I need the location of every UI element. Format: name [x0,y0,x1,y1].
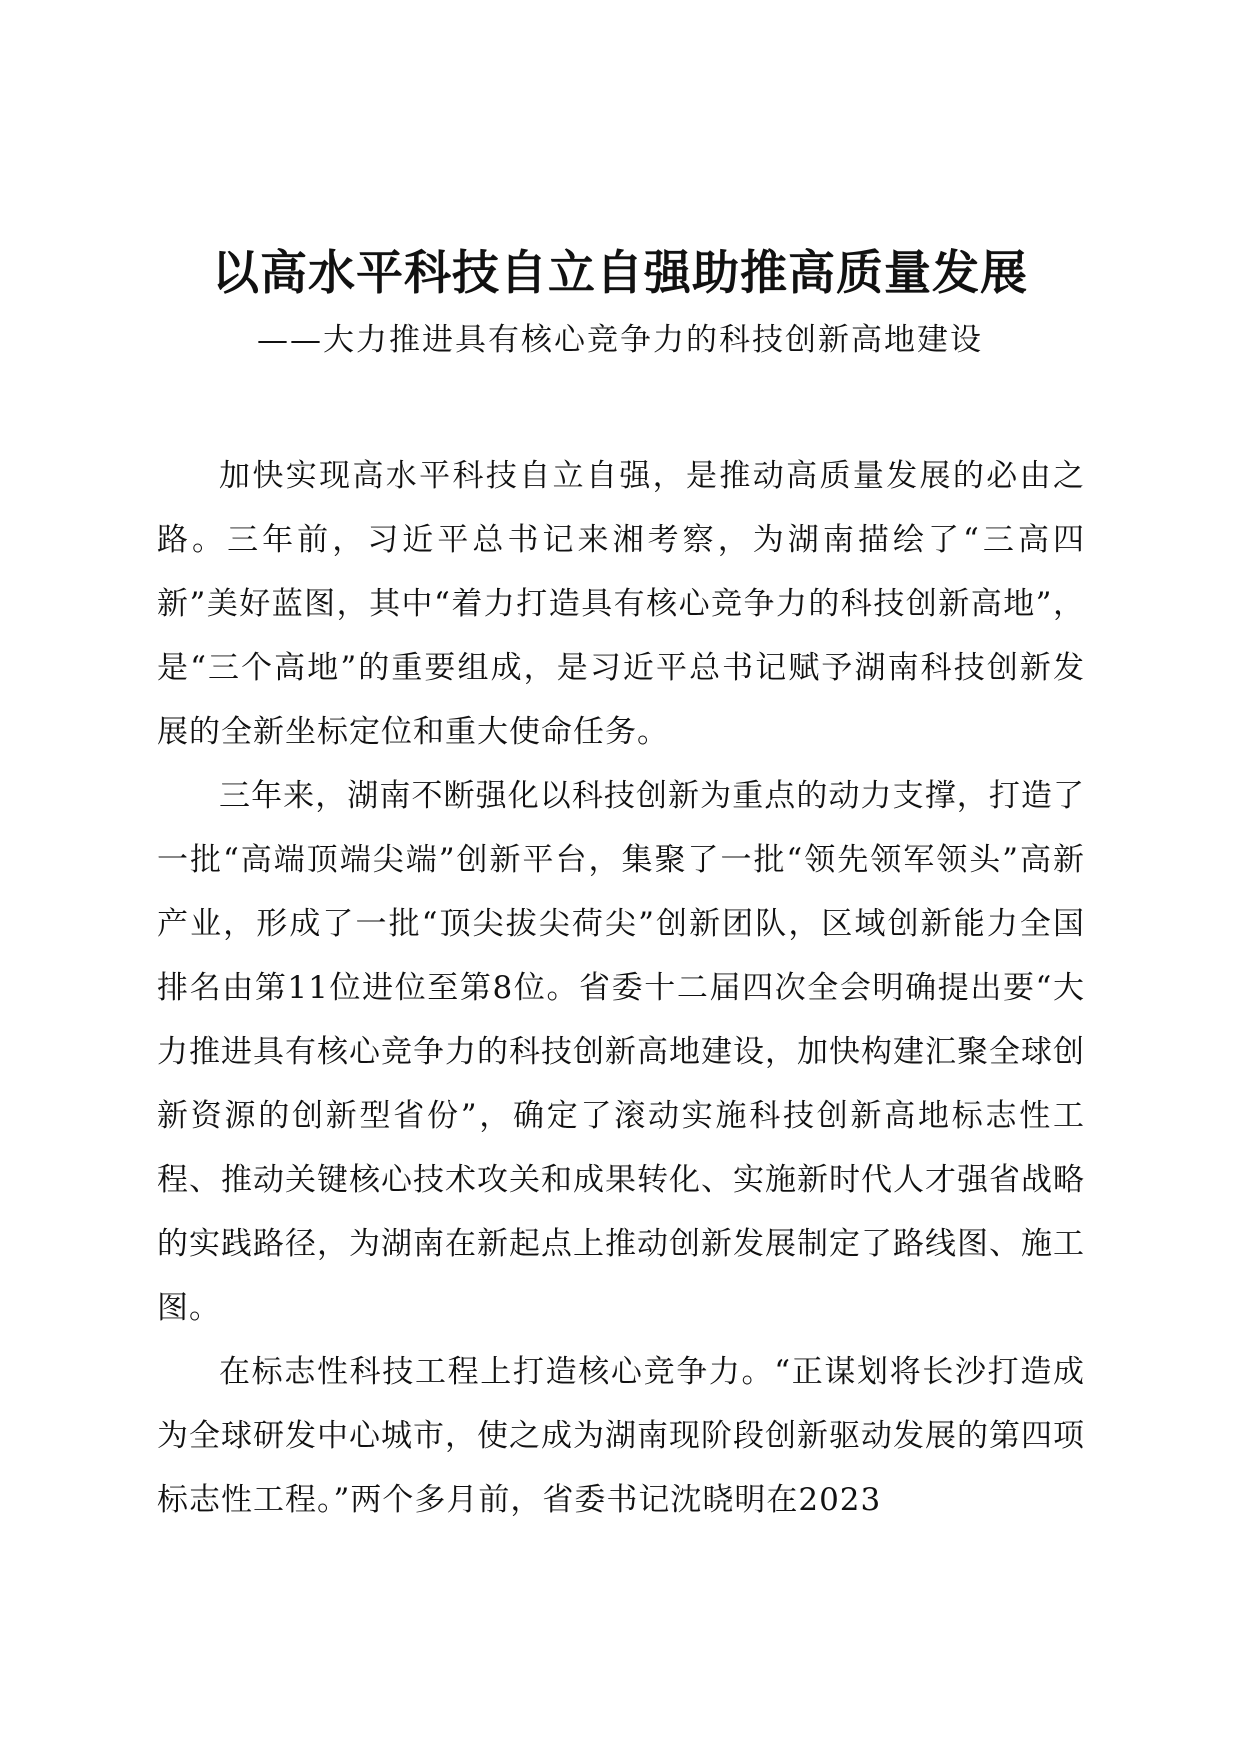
document-subtitle: ——大力推进具有核心竞争力的科技创新高地建设 [257,322,983,358]
document-title: 以高水平科技自立自强助推高质量发展 [212,246,1028,301]
paragraph-2: 三年来，湖南不断强化以科技创新为重点的动力支撑，打造了一批“高端顶端尖端”创新平台，集聚了一批“领先领军领头”高新产业，形成了一批“顶尖拔尖荷尖”创新团队，区域创新能力全国排名由第11位进位至第8位。省委十二届四次全会明确提出要“大力推进具有核心竞争力的科技创新高地建设，加快构建汇聚全球创新资源的创新型省份”，确定了滚动实施科技创新高地标志性工程、推动关键核心技术攻关和成果转化、实施新时代人才强省战略的实践路径，为湖南在新起点上推动创新发展制定了路线图、施工图。 [157,778,1085,1326]
paragraph-3: 在标志性科技工程上打造核心竞争力。“正谋划将长沙打造成为全球研发中心城市，使之成为湖南现阶段创新驱动发展的第四项标志性工程。”两个多月前，省委书记沈晓明在2023 [157,1354,1085,1518]
paragraph-1: 加快实现高水平科技自立自强，是推动高质量发展的必由之路。三年前，习近平总书记来湘考察，为湖南描绘了“三高四新”美好蓝图，其中“着力打造具有核心竞争力的科技创新高地”，是“三个高地”的重要组成，是习近平总书记赋予湖南科技创新发展的全新坐标定位和重大使命任务。 [157,458,1085,750]
document-body [157,444,1085,1532]
